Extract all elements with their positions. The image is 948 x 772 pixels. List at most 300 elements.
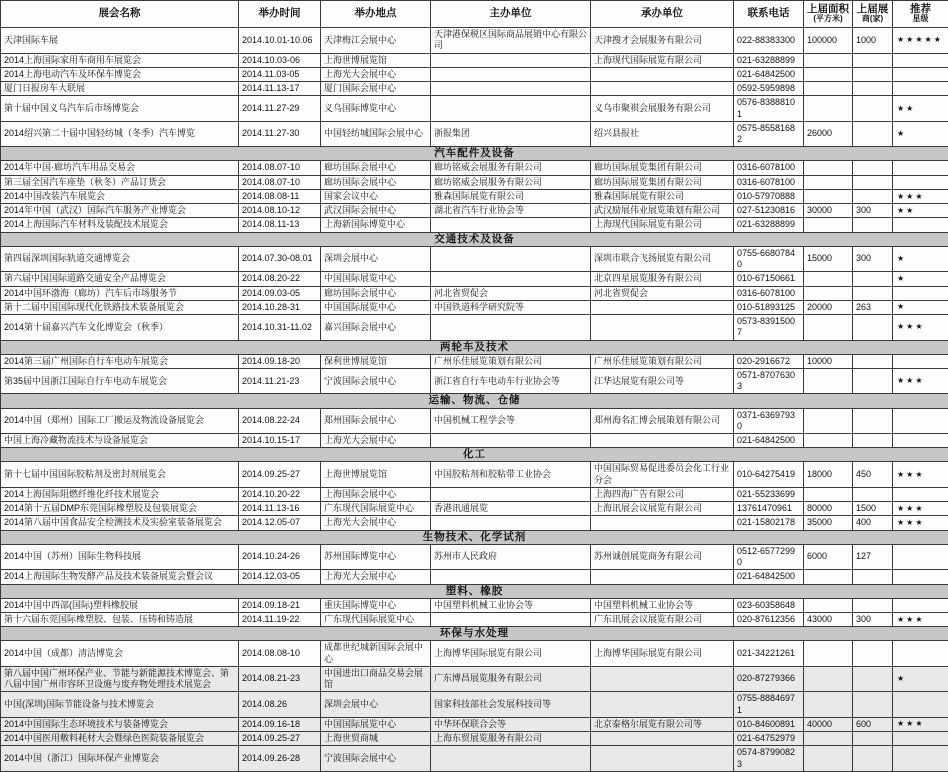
venue-cell: 廊坊国际会展中心	[321, 175, 431, 189]
stars-cell: ★★★	[893, 502, 948, 516]
exhibition-name-cell: 2014上海电动汽车及环保车博览会	[1, 67, 239, 81]
area-cell	[804, 175, 853, 189]
exhibitors-cell	[853, 732, 893, 746]
organizer-cell: 中国塑料机械工业协会等	[431, 598, 591, 612]
venue-cell: 苏州国际博览中心	[321, 544, 431, 570]
date-cell: 2014.09.26-28	[239, 746, 321, 772]
venue-cell: 厦门国际会展中心	[321, 82, 431, 96]
exhibition-name-cell: 2014第八届中国食品安全检测技术及实验室装备展览会	[1, 516, 239, 530]
organizer-cell	[431, 272, 591, 286]
undertaker-cell: 江华达展览有限公司等	[591, 368, 734, 394]
phone-cell: 0576-83888101	[734, 96, 804, 122]
date-cell: 2014.11.13-16	[239, 502, 321, 516]
section-header-row	[1, 340, 948, 354]
exhibition-name-cell: 第十七届中国国际胶粘剂及密封剂展览会	[1, 462, 239, 488]
phone-cell: 0571-87076303	[734, 368, 804, 394]
undertaker-cell: 上海四海广告有限公司	[591, 487, 734, 501]
date-cell: 2014.10.24-26	[239, 544, 321, 570]
date-cell: 2014.08.07-10	[239, 161, 321, 175]
exhibition-name-cell: 2014第三届广州国际自行车电动车展览会	[1, 354, 239, 368]
exhibitors-cell	[853, 286, 893, 300]
exhibition-name-cell: 2014第十届嘉兴汽车文化博览会（秋季）	[1, 315, 239, 341]
area-cell	[804, 434, 853, 448]
area-cell: 18000	[804, 462, 853, 488]
exhibitors-cell	[853, 641, 893, 667]
area-cell	[804, 67, 853, 81]
organizer-cell: 雅森国际展览有限公司	[431, 189, 591, 203]
exhibitors-cell: 1000	[853, 28, 893, 54]
venue-cell: 廊坊国际会展中心	[321, 286, 431, 300]
column-header-label: 推荐	[910, 3, 931, 15]
phone-cell: 0371-63697930	[734, 408, 804, 434]
organizer-cell: 中华环保联合会等	[431, 717, 591, 731]
exhibitors-cell	[853, 315, 893, 341]
venue-cell: 武汉国际会展中心	[321, 204, 431, 218]
table-row	[1, 121, 948, 147]
stars-cell	[893, 218, 948, 232]
exhibition-name-cell: 2014中国医用敷料耗材大会暨绿色医院装备展览会	[1, 732, 239, 746]
date-cell: 2014.08.20-22	[239, 272, 321, 286]
organizer-cell: 中国铁道科学研究院等	[431, 300, 591, 314]
date-cell: 2014.09.18-20	[239, 354, 321, 368]
undertaker-cell	[591, 300, 734, 314]
table-body	[1, 28, 948, 772]
column-header-venue	[321, 1, 431, 28]
column-header-label: 联系电话	[748, 7, 790, 19]
organizer-cell: 国家科技部社会发展科技司等	[431, 692, 591, 718]
phone-cell: 010-67150661	[734, 272, 804, 286]
phone-cell: 027-51230816	[734, 204, 804, 218]
exhibitors-cell: 1500	[853, 502, 893, 516]
stars-cell	[893, 175, 948, 189]
stars-cell	[893, 161, 948, 175]
area-cell	[804, 692, 853, 718]
exhibition-name-cell: 厦门日报房车大联展	[1, 82, 239, 96]
exhibition-name-cell: 2014第十五届DMP东莞国际橡塑胶及包装展览会	[1, 502, 239, 516]
stars-cell: ★★★	[893, 189, 948, 203]
area-cell: 40000	[804, 717, 853, 731]
phone-cell: 0316-6078100	[734, 286, 804, 300]
undertaker-cell: 北京泰格尔展览有限公司等	[591, 717, 734, 731]
exhibitors-cell	[853, 175, 893, 189]
date-cell: 2014.10.01-10.06	[239, 28, 321, 54]
phone-cell: 0755-66807840	[734, 246, 804, 272]
undertaker-cell: 中国塑料机械工业协会等	[591, 598, 734, 612]
table-row	[1, 641, 948, 667]
venue-cell: 国家会议中心	[321, 189, 431, 203]
organizer-cell	[431, 612, 591, 626]
exhibitors-cell	[853, 408, 893, 434]
organizer-cell: 廊坊铭威会展服务有限公司	[431, 161, 591, 175]
organizer-cell	[431, 67, 591, 81]
stars-cell	[893, 544, 948, 570]
section-header-row	[1, 584, 948, 598]
stars-cell: ★★★	[893, 315, 948, 341]
stars-cell	[893, 82, 948, 96]
area-cell	[804, 487, 853, 501]
exhibition-name-cell: 2014上海国际家用车商用车展览会	[1, 53, 239, 67]
date-cell: 2014.10.03-06	[239, 53, 321, 67]
organizer-cell: 广东博昌展览服务有限公司	[431, 666, 591, 692]
venue-cell: 广东现代国际展览中心	[321, 502, 431, 516]
organizer-cell: 中国机械工程学会等	[431, 408, 591, 434]
exhibition-name-cell: 中国上海冷藏物流技术与设备展览会	[1, 434, 239, 448]
table-row	[1, 544, 948, 570]
area-cell	[804, 746, 853, 772]
organizer-cell: 浙报集团	[431, 121, 591, 147]
phone-cell: 021-63288899	[734, 218, 804, 232]
exhibition-name-cell: 第三届全国汽车座垫（秋冬）产品订货会	[1, 175, 239, 189]
table-row	[1, 516, 948, 530]
exhibition-name-cell: 2014上海国际生物发酵产品及技术装备展览会暨会议	[1, 570, 239, 584]
venue-cell: 上海世博展览馆	[321, 53, 431, 67]
phone-cell: 021-64842500	[734, 67, 804, 81]
column-header-sublabel: (平方米)	[806, 15, 850, 24]
table-row	[1, 408, 948, 434]
organizer-cell	[431, 487, 591, 501]
date-cell: 2014.11.27-29	[239, 96, 321, 122]
exhibition-name-cell: 2014中国改装汽车展览会	[1, 189, 239, 203]
undertaker-cell: 武汉励展伟业展览策划有限公司	[591, 204, 734, 218]
date-cell: 2014.11.27-30	[239, 121, 321, 147]
area-cell	[804, 598, 853, 612]
area-cell	[804, 189, 853, 203]
section-header: 运输、物流、仓储	[1, 394, 948, 408]
section-header: 环保与水处理	[1, 627, 948, 641]
exhibitors-cell	[853, 272, 893, 286]
date-cell: 2014.09.18-21	[239, 598, 321, 612]
stars-cell: ★	[893, 121, 948, 147]
venue-cell: 嘉兴国际会展中心	[321, 315, 431, 341]
date-cell: 2014.11.13-17	[239, 82, 321, 96]
undertaker-cell: 廊坊国际展览集团有限公司	[591, 175, 734, 189]
area-cell	[804, 408, 853, 434]
area-cell	[804, 161, 853, 175]
exhibitors-cell	[853, 692, 893, 718]
table-row	[1, 204, 948, 218]
date-cell: 2014.12.05-07	[239, 516, 321, 530]
stars-cell	[893, 286, 948, 300]
undertaker-cell: 苏州诚创展览商务有限公司	[591, 544, 734, 570]
stars-cell	[893, 487, 948, 501]
venue-cell: 中国进出口商品交易会展馆	[321, 666, 431, 692]
phone-cell: 0573-83915007	[734, 315, 804, 341]
column-header-exhibitors	[853, 1, 893, 28]
date-cell: 2014.09.16-18	[239, 717, 321, 731]
phone-cell: 023-60358648	[734, 598, 804, 612]
stars-cell	[893, 434, 948, 448]
section-header-row	[1, 530, 948, 544]
date-cell: 2014.08.22-24	[239, 408, 321, 434]
venue-cell: 上海国际会展中心	[321, 487, 431, 501]
column-header-sublabel: 星级	[895, 15, 946, 24]
undertaker-cell: 廊坊国际展览集团有限公司	[591, 161, 734, 175]
exhibitors-cell	[853, 570, 893, 584]
exhibition-name-cell: 第十二届中国国际现代化铁路技术装备展览会	[1, 300, 239, 314]
organizer-cell	[431, 516, 591, 530]
exhibition-name-cell: 2014中国国际生态环境技术与装备博览会	[1, 717, 239, 731]
table-row	[1, 692, 948, 718]
section-header: 两轮车及技术	[1, 340, 948, 354]
organizer-cell: 廊坊铭威会展服务有限公司	[431, 175, 591, 189]
exhibition-name-cell: 2014上海国际阻燃纤维化纤技术展览会	[1, 487, 239, 501]
stars-cell	[893, 746, 948, 772]
table-row	[1, 82, 948, 96]
undertaker-cell	[591, 82, 734, 96]
undertaker-cell	[591, 746, 734, 772]
venue-cell: 中国国际展览中心	[321, 300, 431, 314]
organizer-cell: 中国胶粘剂和胶粘带工业协会	[431, 462, 591, 488]
date-cell: 2014.11.03-05	[239, 67, 321, 81]
stars-cell	[893, 598, 948, 612]
stars-cell: ★	[893, 246, 948, 272]
exhibitors-cell	[853, 354, 893, 368]
section-header-row	[1, 147, 948, 161]
stars-cell	[893, 408, 948, 434]
exhibitors-cell: 300	[853, 204, 893, 218]
table-row	[1, 666, 948, 692]
organizer-cell: 上海东贸展览服务有限公司	[431, 732, 591, 746]
phone-cell: 021-64842500	[734, 570, 804, 584]
stars-cell: ★★	[893, 204, 948, 218]
phone-cell: 13761470961	[734, 502, 804, 516]
table-row	[1, 286, 948, 300]
organizer-cell	[431, 53, 591, 67]
table-row	[1, 175, 948, 189]
exhibitors-cell	[853, 666, 893, 692]
table-row	[1, 612, 948, 626]
section-header-row	[1, 394, 948, 408]
phone-cell: 021-55233699	[734, 487, 804, 501]
date-cell: 2014.08.08-10	[239, 641, 321, 667]
column-header-sublabel: 商(家)	[855, 15, 890, 24]
stars-cell	[893, 641, 948, 667]
undertaker-cell	[591, 666, 734, 692]
exhibitors-cell	[853, 161, 893, 175]
table-row	[1, 732, 948, 746]
venue-cell: 天津梅江会展中心	[321, 28, 431, 54]
column-header-area	[804, 1, 853, 28]
exhibition-name-cell: 第四届深圳国际轨道交通博览会	[1, 246, 239, 272]
exhibitors-cell	[853, 598, 893, 612]
date-cell: 2014.10.15-17	[239, 434, 321, 448]
stars-cell: ★	[893, 272, 948, 286]
table-row	[1, 67, 948, 81]
column-header-label: 上届展	[857, 3, 889, 15]
date-cell: 2014.08.26	[239, 692, 321, 718]
date-cell: 2014.08.11-13	[239, 218, 321, 232]
phone-cell: 021-15802178	[734, 516, 804, 530]
date-cell: 2014.10.20-22	[239, 487, 321, 501]
organizer-cell	[431, 82, 591, 96]
stars-cell: ★★	[893, 96, 948, 122]
venue-cell: 宁波国际会展中心	[321, 746, 431, 772]
area-cell: 100000	[804, 28, 853, 54]
area-cell: 80000	[804, 502, 853, 516]
exhibitors-cell: 450	[853, 462, 893, 488]
date-cell: 2014.11.19-22	[239, 612, 321, 626]
venue-cell: 中国轻纺城国际会展中心	[321, 121, 431, 147]
table-row	[1, 434, 948, 448]
exhibition-name-cell: 2014中国（成都）清洁博览会	[1, 641, 239, 667]
stars-cell: ★★★	[893, 717, 948, 731]
area-cell: 10000	[804, 354, 853, 368]
exhibitors-cell	[853, 82, 893, 96]
exhibitors-cell	[853, 746, 893, 772]
venue-cell: 上海光大会展中心	[321, 434, 431, 448]
stars-cell: ★★★	[893, 516, 948, 530]
area-cell	[804, 666, 853, 692]
table-row	[1, 315, 948, 341]
stars-cell: ★★★	[893, 612, 948, 626]
exhibition-name-cell: 2014中国（郑州）国际工厂搬运及物流设备展览会	[1, 408, 239, 434]
undertaker-cell: 上海讯展会议展览有限公司	[591, 502, 734, 516]
header-row	[1, 1, 948, 28]
area-cell: 35000	[804, 516, 853, 530]
area-cell: 26000	[804, 121, 853, 147]
phone-cell: 0592-5959898	[734, 82, 804, 96]
undertaker-cell: 上海博华国际展览有限公司	[591, 641, 734, 667]
venue-cell: 保利世博展览馆	[321, 354, 431, 368]
date-cell: 2014.10.28-31	[239, 300, 321, 314]
exhibition-name-cell: 第十届中国义乌汽车后市场博览会	[1, 96, 239, 122]
venue-cell: 廊坊国际会展中心	[321, 161, 431, 175]
exhibition-name-cell: 2014绍兴第二十届中国轻纺城（冬季）汽车博览	[1, 121, 239, 147]
organizer-cell: 香港讯通展览	[431, 502, 591, 516]
date-cell: 2014.10.31-11.02	[239, 315, 321, 341]
undertaker-cell: 上海现代国际展览有限公司	[591, 218, 734, 232]
venue-cell: 重庆国际博览中心	[321, 598, 431, 612]
date-cell: 2014.08.07-10	[239, 175, 321, 189]
organizer-cell	[431, 570, 591, 584]
area-cell: 30000	[804, 204, 853, 218]
venue-cell: 中国国际展览中心	[321, 272, 431, 286]
date-cell: 2014.08.10-12	[239, 204, 321, 218]
undertaker-cell: 中国国际贸易促进委员会化工行业分会	[591, 462, 734, 488]
area-cell	[804, 53, 853, 67]
phone-cell: 010-57970888	[734, 189, 804, 203]
date-cell: 2014.11.21-23	[239, 368, 321, 394]
phone-cell: 021-64752979	[734, 732, 804, 746]
table-row	[1, 570, 948, 584]
exhibitors-cell	[853, 67, 893, 81]
phone-cell: 021-63288899	[734, 53, 804, 67]
area-cell	[804, 218, 853, 232]
table-header	[1, 1, 948, 28]
exhibition-name-cell: 2014中国（浙江）国际环保产业博览会	[1, 746, 239, 772]
section-header: 生物技术、化学试剂	[1, 530, 948, 544]
venue-cell: 成都世纪城新国际会展中心	[321, 641, 431, 667]
table-row	[1, 300, 948, 314]
column-header-label: 主办单位	[490, 7, 532, 19]
area-cell	[804, 96, 853, 122]
undertaker-cell: 雅森国际展览有限公司	[591, 189, 734, 203]
stars-cell	[893, 53, 948, 67]
phone-cell: 0574-87990823	[734, 746, 804, 772]
venue-cell: 广东现代国际展览中心	[321, 612, 431, 626]
table-row	[1, 161, 948, 175]
exhibitors-cell	[853, 53, 893, 67]
exhibitors-cell: 300	[853, 612, 893, 626]
exhibition-name-cell: 2014中国环渤海（廊坊）汽车后市场服务节	[1, 286, 239, 300]
undertaker-cell: 广州乐佳展览策划有限公司	[591, 354, 734, 368]
undertaker-cell: 广东讯展会议展览有限公司	[591, 612, 734, 626]
stars-cell	[893, 354, 948, 368]
phone-cell: 021-34221261	[734, 641, 804, 667]
exhibitors-cell	[853, 189, 893, 203]
table-row	[1, 246, 948, 272]
organizer-cell: 湖北省汽车行业协会等	[431, 204, 591, 218]
exhibition-name-cell: 第35届中国浙江国际自行车电动车展览会	[1, 368, 239, 394]
organizer-cell	[431, 246, 591, 272]
column-header-label: 举办地点	[355, 7, 397, 19]
date-cell: 2014.08.08-11	[239, 189, 321, 203]
undertaker-cell: 河北省贸促会	[591, 286, 734, 300]
phone-cell: 020-2916672	[734, 354, 804, 368]
organizer-cell: 广州乐佳展览策划有限公司	[431, 354, 591, 368]
exhibitors-cell: 127	[853, 544, 893, 570]
organizer-cell	[431, 218, 591, 232]
venue-cell: 义乌国际博览中心	[321, 96, 431, 122]
exhibitors-cell: 263	[853, 300, 893, 314]
exhibitors-cell	[853, 218, 893, 232]
column-header-time	[239, 1, 321, 28]
exhibition-name-cell: 第六届中国国际道路交通安全产品博览会	[1, 272, 239, 286]
exhibition-name-cell: 2014年中国（武汉）国际汽车服务产业博览会	[1, 204, 239, 218]
undertaker-cell	[591, 570, 734, 584]
organizer-cell: 上海博华国际展览有限公司	[431, 641, 591, 667]
venue-cell: 深圳会展中心	[321, 692, 431, 718]
exhibition-name-cell: 天津国际车展	[1, 28, 239, 54]
organizer-cell	[431, 96, 591, 122]
column-header-label: 展会名称	[99, 7, 141, 19]
venue-cell: 上海新国际博览中心	[321, 218, 431, 232]
organizer-cell: 天津港保税区国际商品展销中心有限公司	[431, 28, 591, 54]
venue-cell: 中国国际展览中心	[321, 717, 431, 731]
exhibitors-cell	[853, 487, 893, 501]
phone-cell: 0755-88846971	[734, 692, 804, 718]
table-row	[1, 746, 948, 772]
column-header-label: 上届面积	[807, 3, 849, 15]
section-header-row	[1, 232, 948, 246]
area-cell	[804, 82, 853, 96]
undertaker-cell	[591, 692, 734, 718]
organizer-cell: 苏州市人民政府	[431, 544, 591, 570]
exhibitors-cell	[853, 368, 893, 394]
phone-cell: 0575-85581682	[734, 121, 804, 147]
table-row	[1, 368, 948, 394]
table-row	[1, 189, 948, 203]
exhibition-name-cell: 第八届中国广州环保产业、节能与新能源技术博览会、第八届中国广州市容环卫设施与废弃物处理技术展览会	[1, 666, 239, 692]
exhibition-name-cell: 中国(深圳)国际节能设备与技术博览会	[1, 692, 239, 718]
organizer-cell	[431, 434, 591, 448]
exhibition-name-cell: 2014中国中西部(国际)塑料橡胶展	[1, 598, 239, 612]
area-cell	[804, 272, 853, 286]
phone-cell: 0316-6078100	[734, 161, 804, 175]
exhibition-name-cell: 2014上海国际汽车材料及装配技术展览会	[1, 218, 239, 232]
table-row	[1, 717, 948, 731]
undertaker-cell: 北京四星展览服务有限公司	[591, 272, 734, 286]
section-header-row	[1, 448, 948, 462]
date-cell: 2014.09.03-05	[239, 286, 321, 300]
venue-cell: 上海光大会展中心	[321, 516, 431, 530]
date-cell: 2014.09.25-27	[239, 462, 321, 488]
table-row	[1, 218, 948, 232]
stars-cell: ★	[893, 300, 948, 314]
section-header: 塑料、橡胶	[1, 584, 948, 598]
undertaker-cell: 郑州海名汇博会展策划有限公司	[591, 408, 734, 434]
phone-cell: 0512-65772990	[734, 544, 804, 570]
